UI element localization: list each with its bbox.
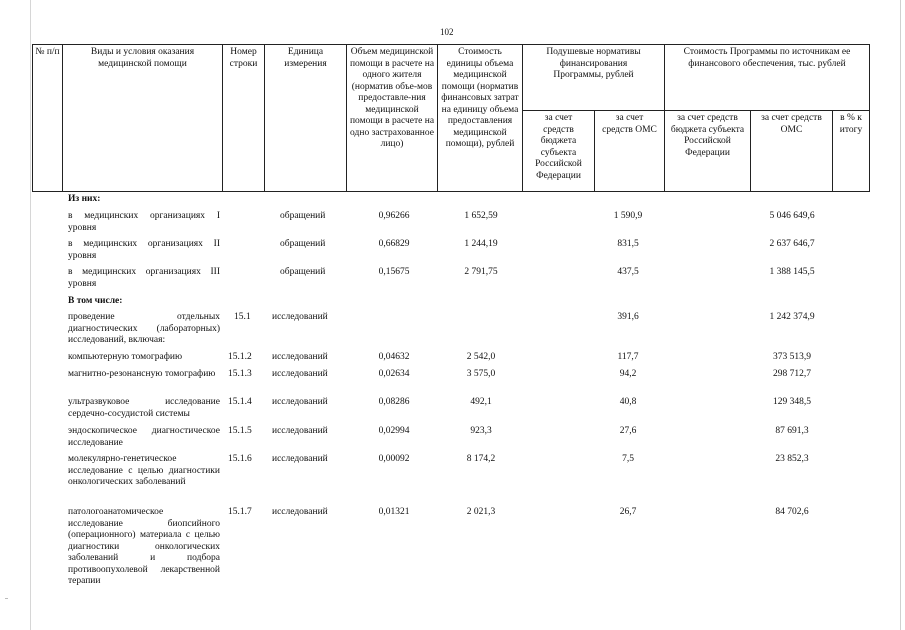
row-code: 15.1.2	[228, 352, 252, 362]
row-volume: 0,01321	[378, 507, 410, 517]
header-pc-budget: за счет средств бюджета субъекта Российской Федерации	[535, 113, 582, 181]
header-sub-line	[522, 110, 870, 111]
row-volume: 0,04632	[378, 352, 410, 362]
row-label: проведение отдельных диагностических (лабораторных) исследований, включая:	[68, 312, 220, 345]
row-unit: исследований	[272, 312, 328, 322]
row-code: 15.1.6	[228, 454, 252, 464]
row-oms: 1 590,9	[613, 211, 643, 221]
row-code: 15.1.5	[228, 426, 252, 436]
row-label: компьютерную томографию	[68, 352, 183, 362]
row-cost: 492,1	[470, 397, 492, 407]
row-total: 1 242 374,9	[769, 312, 815, 322]
row-label: эндоскопическое диагностическое исследование	[68, 426, 220, 448]
row-code: 15.1	[234, 312, 251, 322]
row-cost: 2 542,0	[466, 352, 496, 362]
row-oms: 7,5	[622, 454, 634, 464]
row-code: 15.1.3	[228, 369, 252, 379]
row-oms: 94,2	[619, 369, 637, 379]
row-volume: 0,08286	[378, 397, 410, 407]
header-bottom-line	[32, 191, 870, 192]
header-per-capita: Подушевые нормативы финансирования Программы, рублей	[546, 47, 641, 80]
row-total: 87 691,3	[775, 426, 809, 436]
header-volume: Объем медицинской помощи в расчете на одного жителя (норматив объе-мов предоставле-ния медицинской помощи в расчете на одно застрахованное лицо)	[349, 47, 435, 149]
row-unit: обращений	[280, 239, 326, 249]
row-total: 2 637 646,7	[769, 239, 815, 249]
row-total: 23 852,3	[775, 454, 809, 464]
row-volume: 0,15675	[378, 267, 410, 277]
row-total: 84 702,6	[775, 507, 809, 517]
header-pc-oms: за счет средств ОМС	[602, 113, 657, 135]
row-label: в медицинских организациях II уровня	[68, 239, 220, 261]
row-cost: 1 244,19	[464, 239, 498, 249]
col-sep-0	[32, 44, 33, 192]
header-num: № п/п	[35, 47, 60, 57]
row-cost: 3 575,0	[466, 369, 496, 379]
row-cost: 2 021,3	[466, 507, 496, 517]
row-volume: 0,96266	[378, 211, 410, 221]
row-total: 373 513,9	[773, 352, 811, 362]
header-cost: Стоимость единицы объема медицинской помощи (норматив финансовых затрат на единицу объема предоставления медицинской помощи), рублей	[441, 47, 519, 149]
header-prog-budget: за счет средств бюджета субъекта Российской Федерации	[670, 113, 745, 158]
row-oms: 831,5	[617, 239, 639, 249]
row-unit: исследований	[272, 507, 328, 517]
row-oms: 27,6	[619, 426, 637, 436]
row-oms: 391,6	[617, 312, 639, 322]
row-label: В том числе:	[68, 296, 123, 306]
row-label: молекулярно-генетическое исследование с целью диагностики онкологических заболеваний	[68, 454, 220, 487]
scan-edge-right	[900, 0, 901, 630]
row-cost: 2 791,75	[464, 267, 498, 277]
row-unit: исследований	[272, 426, 328, 436]
row-label: Из них:	[68, 194, 101, 204]
row-volume: 0,00092	[378, 454, 410, 464]
row-total: 5 046 649,6	[769, 211, 815, 221]
scan-speck	[5, 598, 8, 599]
row-total: 1 388 145,5	[769, 267, 815, 277]
row-oms: 26,7	[619, 507, 637, 517]
row-label: в медицинских организациях III уровня	[68, 267, 220, 289]
scan-edge-left	[30, 0, 31, 630]
header-program-cost: Стоимость Программы по источникам ее финансового обеспечения, тыс. рублей	[683, 47, 851, 69]
header-top-line	[32, 44, 870, 45]
row-code: 15.1.4	[228, 397, 252, 407]
header-prog-oms: за счет средств ОМС	[761, 113, 822, 135]
row-code: 15.1.7	[228, 507, 252, 517]
row-cost: 923,3	[470, 426, 492, 436]
row-oms: 40,8	[619, 397, 637, 407]
col-sep-11	[869, 44, 870, 192]
row-cost: 1 652,59	[464, 211, 498, 221]
row-unit: обращений	[280, 211, 326, 221]
row-label: патологоанатомическое исследование биопсийного (операционного) материала с целью диагностики онкологических заболеваний и подбора противоопухолевой лекарственной терапии	[68, 507, 220, 586]
row-volume: 0,02994	[378, 426, 410, 436]
row-unit: исследований	[272, 352, 328, 362]
page-number: 102	[440, 27, 454, 37]
row-oms: 437,5	[617, 267, 639, 277]
header-unit: Единица измерения	[284, 47, 327, 69]
row-oms: 117,7	[617, 352, 639, 362]
row-label: в медицинских организациях I уровня	[68, 211, 220, 233]
header-kinds: Виды и условия оказания медицинской помощи	[90, 47, 195, 69]
row-unit: исследований	[272, 397, 328, 407]
row-label: магнитно-резонансную томографию	[68, 369, 216, 379]
header-row-no: Номер строки	[229, 47, 258, 69]
row-unit: обращений	[280, 267, 326, 277]
row-label: ультразвуковое исследование сердечно-сосудистой системы	[68, 397, 220, 419]
row-cost: 8 174,2	[466, 454, 496, 464]
header-prog-pct: в % к итогу	[839, 113, 863, 135]
row-unit: исследований	[272, 454, 328, 464]
row-volume: 0,66829	[378, 239, 410, 249]
row-unit: исследований	[272, 369, 328, 379]
row-volume: 0,02634	[378, 369, 410, 379]
row-total: 298 712,7	[773, 369, 811, 379]
row-total: 129 348,5	[773, 397, 811, 407]
